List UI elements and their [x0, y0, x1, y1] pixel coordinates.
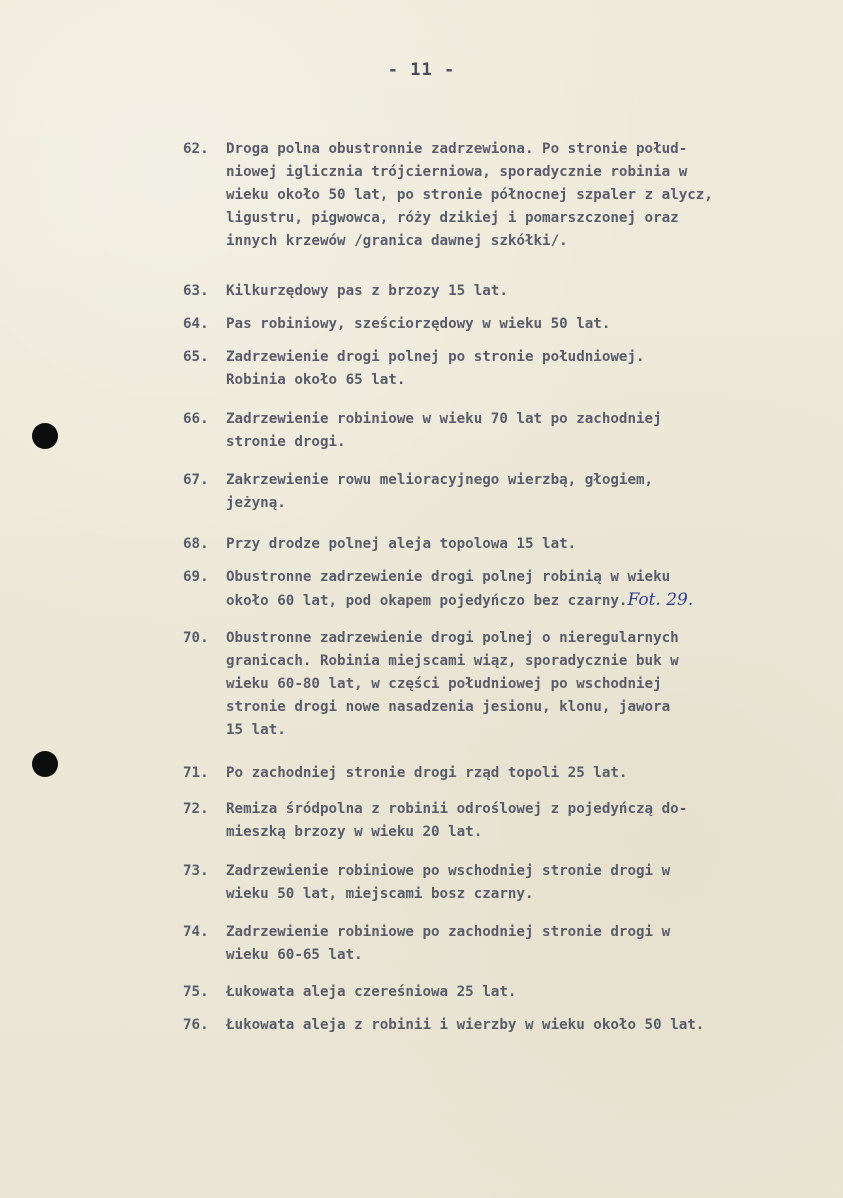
entry-number: 74.	[183, 924, 209, 940]
entry-number: 69.	[183, 569, 209, 585]
entry-text	[226, 566, 693, 613]
entry-number: 64.	[183, 316, 209, 332]
list-item	[183, 533, 576, 556]
entry-number: 62.	[183, 141, 209, 157]
entry-text: Zadrzewienie robiniowe po wschodniej stronie drogi w wieku 50 lat, miejscami bosz czarny.	[226, 863, 671, 902]
entry-number: 66.	[183, 411, 209, 427]
entry-number: 65.	[183, 349, 209, 365]
entry-number: 63.	[183, 283, 209, 299]
list-item	[183, 280, 508, 303]
list-item	[183, 313, 610, 336]
list-item	[183, 1014, 704, 1037]
entry-number: 67.	[183, 472, 209, 488]
entry-number: 73.	[183, 863, 209, 879]
entry-number: 76.	[183, 1017, 209, 1033]
list-item	[183, 921, 670, 967]
list-item	[183, 138, 713, 253]
entry-text: Droga polna obustronnie zadrzewiona. Po stronie połud- niowej iglicznia trójcierniowa, sporadycznie robinia w wieku około 50 lat, po stronie północnej szpaler z alycz, ligustru, pigwowca, róży dzikiej i pomarszczonej oraz innych krzewów /granica dawnej szkółki/.	[226, 141, 713, 249]
entry-text: Łukowata aleja z robinii i wierzby w wieku około 50 lat.	[226, 1017, 705, 1033]
list-item	[183, 408, 662, 454]
entry-text: Zadrzewienie robiniowe w wieku 70 lat po zachodniej stronie drogi.	[226, 411, 662, 450]
list-item	[183, 566, 693, 613]
entry-text: Remiza śródpolna z robinii odroślowej z pojedyńczą do- mieszką brzozy w wieku 20 lat.	[226, 801, 688, 840]
list-item	[183, 627, 679, 742]
handwritten-photo-note: Fot. 29.	[627, 590, 694, 610]
entry-text: Zadrzewienie drogi polnej po stronie południowej. Robinia około 65 lat.	[226, 349, 645, 388]
entry-text: Przy drodze polnej aleja topolowa 15 lat.	[226, 536, 577, 552]
punch-hole-top	[32, 423, 58, 449]
list-item	[183, 469, 653, 515]
entry-number: 68.	[183, 536, 209, 552]
list-item	[183, 762, 627, 785]
page-number: - 11 -	[387, 60, 456, 80]
entry-text: Łukowata aleja czereśniowa 25 lat.	[226, 984, 517, 1000]
entry-body: Obustronne zadrzewienie drogi polnej robinią w wieku około 60 lat, pod okapem pojedyńczo bez czarny.	[226, 569, 671, 609]
entry-number: 72.	[183, 801, 209, 817]
entry-number: 75.	[183, 984, 209, 1000]
entry-text: Zakrzewienie rowu melioracyjnego wierzbą, głogiem, jeżyną.	[226, 472, 654, 511]
list-item	[183, 860, 670, 906]
list-item	[183, 346, 645, 392]
entry-text: Zadrzewienie robiniowe po zachodniej stronie drogi w wieku 60-65 lat.	[226, 924, 671, 963]
entry-number: 70.	[183, 630, 209, 646]
entry-text: Pas robiniowy, sześciorzędowy w wieku 50 lat.	[226, 316, 611, 332]
list-item	[183, 798, 687, 844]
entry-text: Kilkurzędowy pas z brzozy 15 lat.	[226, 283, 508, 299]
punch-hole-bottom	[32, 751, 58, 777]
list-item	[183, 981, 516, 1004]
entry-text: Po zachodniej stronie drogi rząd topoli 25 lat.	[226, 765, 628, 781]
entry-text: Obustronne zadrzewienie drogi polnej o nieregularnych granicach. Robinia miejscami wiąz, sporadycznie buk w wieku 60-80 lat, w części południowej po wschodniej stronie drogi nowe nasadzenia jesionu, klonu, jawora 15 lat.	[226, 630, 679, 738]
entry-number: 71.	[183, 765, 209, 781]
